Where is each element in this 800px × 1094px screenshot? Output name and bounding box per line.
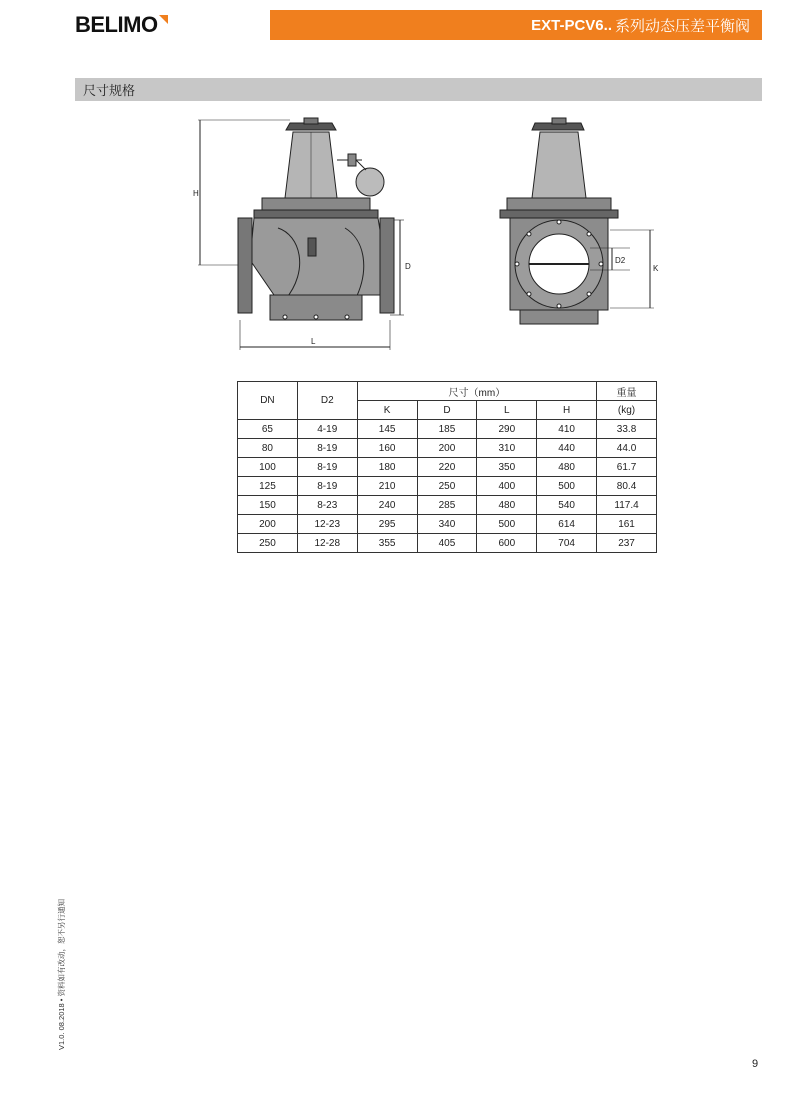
header-weight-unit: (kg) [597,401,657,420]
cell-d: 185 [417,420,477,439]
cell-dn: 125 [238,477,298,496]
cell-k: 145 [357,420,417,439]
cell-l: 400 [477,477,537,496]
cell-d: 250 [417,477,477,496]
cell-weight: 237 [597,534,657,553]
cell-d: 200 [417,439,477,458]
table-row [238,439,657,458]
cell-h: 410 [537,420,597,439]
cell-l: 290 [477,420,537,439]
belimo-logo [75,14,168,36]
cell-d: 405 [417,534,477,553]
table-row [238,477,657,496]
cell-l: 350 [477,458,537,477]
cell-d2: 8-19 [297,458,357,477]
cell-dn: 150 [238,496,298,515]
cell-d2: 4-19 [297,420,357,439]
cell-d2: 12-23 [297,515,357,534]
header-h: H [537,401,597,420]
cell-h: 480 [537,458,597,477]
side-view [198,118,404,350]
cell-dn: 65 [238,420,298,439]
cell-d: 220 [417,458,477,477]
table-row [238,496,657,515]
header-d2: D2 [297,382,357,420]
section-header [75,78,762,101]
cell-dn: 250 [238,534,298,553]
table-row [238,420,657,439]
dimensions-table [237,381,657,553]
header-dn: DN [238,382,298,420]
table-row [238,515,657,534]
page-number: 9 [752,1058,759,1070]
cell-weight: 61.7 [597,458,657,477]
cell-weight: 44.0 [597,439,657,458]
cell-dn: 80 [238,439,298,458]
brand-name: BELIMO [75,12,158,37]
valve-dimension-drawing [190,110,670,355]
cell-h: 500 [537,477,597,496]
product-title: 系列动态压差平衡阀 [614,17,750,35]
cell-l: 500 [477,515,537,534]
cell-d2: 8-19 [297,439,357,458]
cell-h: 540 [537,496,597,515]
cell-l: 600 [477,534,537,553]
cell-d2: 8-23 [297,496,357,515]
front-view [500,118,654,324]
table-header-row [238,382,657,401]
table-row [238,534,657,553]
cell-k: 295 [357,515,417,534]
cell-weight: 117.4 [597,496,657,515]
cell-dn: 200 [238,515,298,534]
cell-k: 180 [357,458,417,477]
cell-d2: 12-28 [297,534,357,553]
cell-h: 704 [537,534,597,553]
header-d: D [417,401,477,420]
cell-k: 240 [357,496,417,515]
cell-k: 210 [357,477,417,496]
label-K: K [653,264,659,273]
cell-d2: 8-19 [297,477,357,496]
cell-d: 285 [417,496,477,515]
cell-dn: 100 [238,458,298,477]
product-code: EXT-PCV6.. [531,16,612,34]
logo-triangle-icon [159,15,168,24]
cell-h: 614 [537,515,597,534]
version-note: V1.0. 08.2018 • 资料如有改动，恕不另行通知 [57,899,66,1050]
label-D: D [405,262,411,271]
section-title: 尺寸规格 [83,83,136,98]
label-H: H [193,189,199,198]
cell-weight: 80.4 [597,477,657,496]
header-dimensions: 尺寸（mm） [357,382,596,401]
header-l: L [477,401,537,420]
label-L: L [311,337,316,346]
cell-weight: 161 [597,515,657,534]
label-D2: D2 [615,256,626,265]
cell-l: 310 [477,439,537,458]
table-row [238,458,657,477]
cell-k: 355 [357,534,417,553]
header-weight: 重量 [597,382,657,401]
cell-l: 480 [477,496,537,515]
cell-d: 340 [417,515,477,534]
title-bar [270,10,762,40]
cell-h: 440 [537,439,597,458]
header-k: K [357,401,417,420]
cell-weight: 33.8 [597,420,657,439]
cell-k: 160 [357,439,417,458]
